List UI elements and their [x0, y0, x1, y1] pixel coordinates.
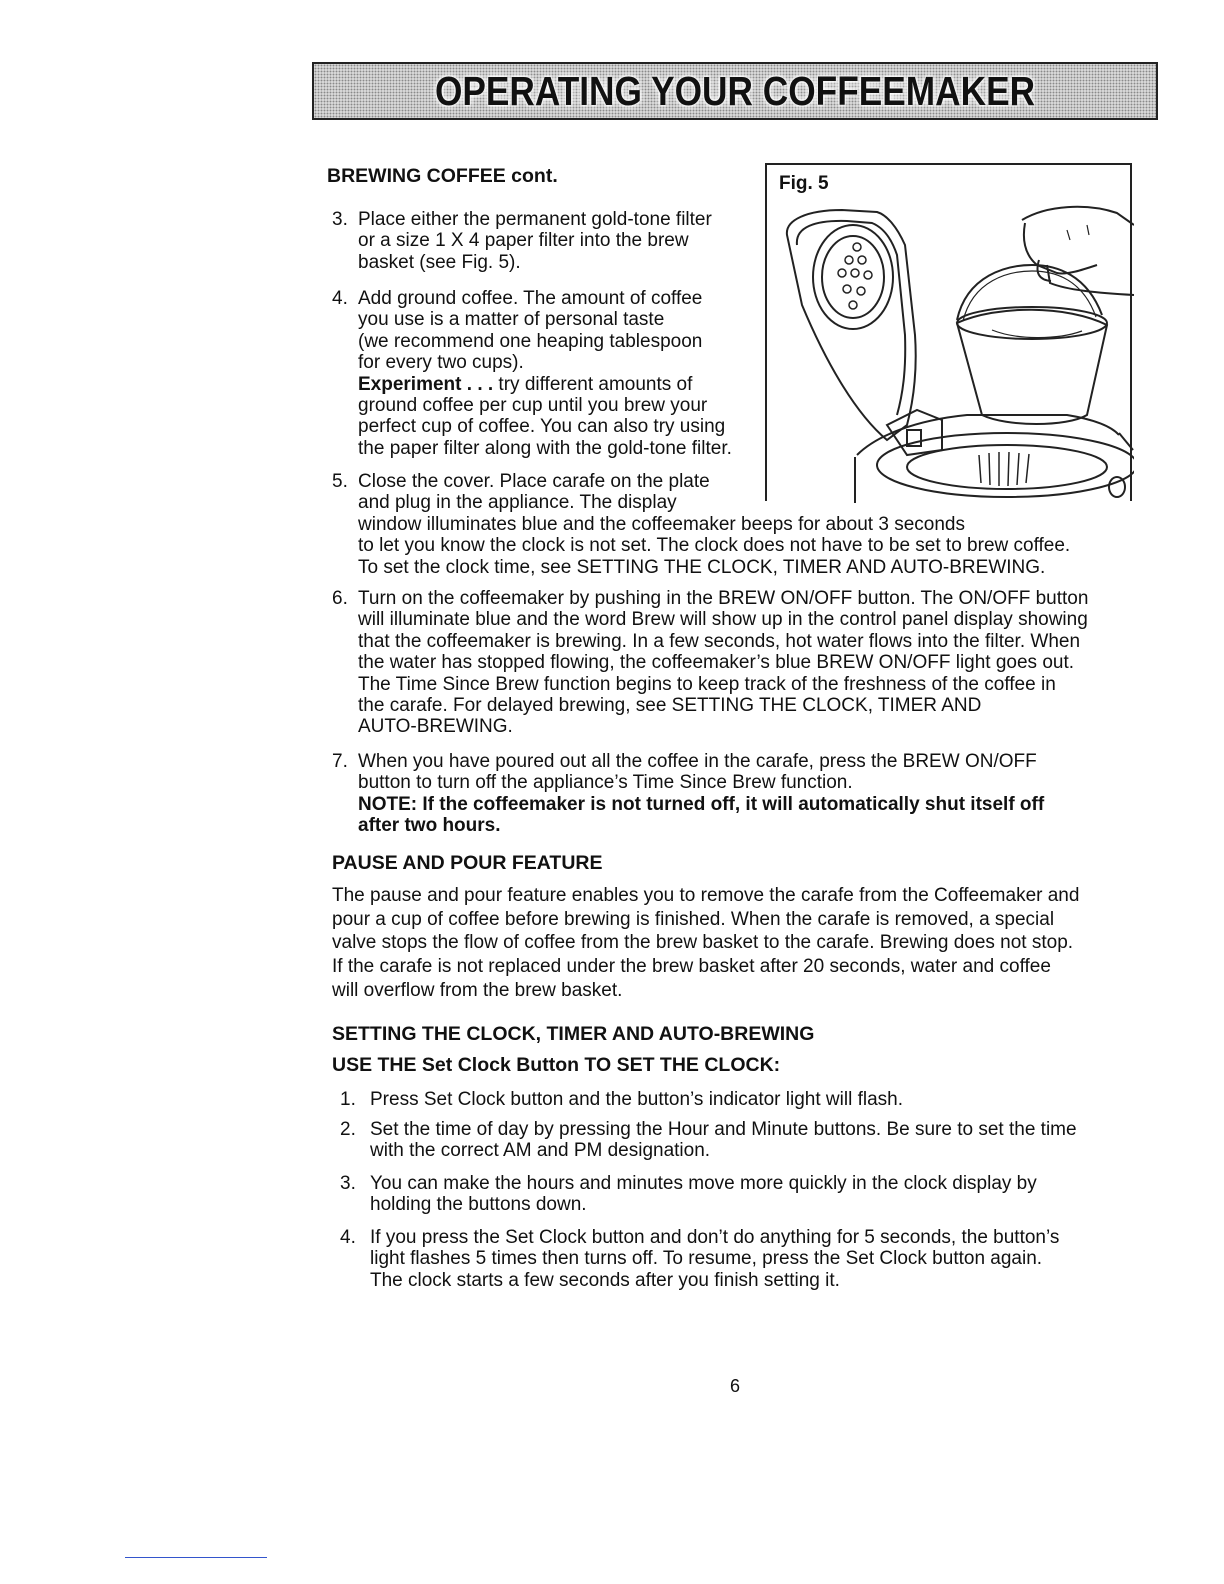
pause-paragraph: The pause and pour feature enables you to remove the carafe from the Coffeemaker and pour a cup of coffee before brewing is finished. When the carafe is removed, a special valve stops the flow of coffee from the brew basket to the carafe. Brewing does not stop. If the carafe is not replaced under the brew basket after 20 seconds, water and coffee will overflow from the brew basket.	[332, 885, 1080, 1001]
clock-step-1-number: 1.	[340, 1089, 356, 1110]
clock-step-4-text: If you press the Set Clock button and don’t do anything for 5 seconds, the button’s light flashes 5 times then turns off. To resume, press the Set Clock button again. The clock starts a few seconds after you finish setting it.	[370, 1227, 1060, 1291]
page-number: 6	[730, 1376, 741, 1396]
clock-step-4-number: 4.	[340, 1227, 356, 1248]
figure-label: Fig. 5	[779, 173, 829, 194]
footer-rule	[125, 1557, 267, 1558]
page-title: OPERATING YOUR COFFEEMAKER	[434, 68, 1036, 114]
clock-heading: SETTING THE CLOCK, TIMER AND AUTO-BREWING	[332, 1023, 815, 1045]
clock-step-3-number: 3.	[340, 1173, 356, 1194]
step-7-number: 7.	[332, 751, 348, 772]
title-banner	[312, 62, 1158, 120]
step-6-text: Turn on the coffeemaker by pushing in the BREW ON/OFF button. The ON/OFF button will illuminate blue and the word Brew will show up in the control panel display showing that the coffeemaker is brewing. In a few seconds, hot water flows into the filter. When the water has stopped flowing, the coffeemaker’s blue BREW ON/OFF light goes out. The Time Since Brew function begins to keep track of the freshness of the coffee in the carafe. For delayed brewing, see SETTING THE CLOCK, TIMER AND AUTO-BREWING.	[358, 588, 1089, 738]
step-4-text: Add ground coffee. The amount of coffee you use is a matter of personal taste (we recommend one heaping tablespoon for every two cups). Experiment . . . try different amounts of ground coffee per cup until you brew your perfect cup of coffee. You can also try using the paper filter along with the gold-tone filter.	[358, 288, 732, 459]
step-3-number: 3.	[332, 209, 348, 230]
clock-step-2-text: Set the time of day by pressing the Hour and Minute buttons. Be sure to set the time with the correct AM and PM designation.	[370, 1119, 1077, 1162]
clock-subheading: USE THE Set Clock Button TO SET THE CLOCK:	[332, 1054, 781, 1076]
step-5-number: 5.	[332, 471, 348, 492]
clock-step-1-text: Press Set Clock button and the button’s indicator light will flash.	[370, 1089, 903, 1110]
clock-step-3-text: You can make the hours and minutes move more quickly in the clock display by holding the buttons down.	[370, 1173, 1037, 1216]
brewing-heading: BREWING COFFEE cont.	[327, 165, 558, 187]
coffeemaker-illustration	[767, 165, 1134, 503]
figure-5	[765, 163, 1132, 501]
experiment-label: Experiment . . .	[358, 373, 494, 395]
pause-heading: PAUSE AND POUR FEATURE	[332, 852, 603, 874]
step-6-number: 6.	[332, 588, 348, 609]
step-5-text: Close the cover. Place carafe on the plate and plug in the appliance. The display window illuminates blue and the coffeemaker beeps for about 3 seconds to let you know the clock is not set. The clock does not have to be set to brew coffee. To set the clock time, see SETTING THE CLOCK, TIMER AND AUTO-BREWING.	[358, 471, 1071, 578]
note-text: NOTE: If the coffeemaker is not turned off, it will automatically shut itself off	[358, 793, 1045, 815]
step-4-number: 4.	[332, 288, 348, 309]
step-3-text: Place either the permanent gold-tone filter or a size 1 X 4 paper filter into the brew basket (see Fig. 5).	[358, 209, 712, 273]
clock-step-2-number: 2.	[340, 1119, 356, 1140]
step-7-text: When you have poured out all the coffee in the carafe, press the BREW ON/OFF button to turn off the appliance’s Time Since Brew function. NOTE: If the coffeemaker is not turned off, it will automatically shut itself off after two hours.	[358, 751, 1045, 837]
